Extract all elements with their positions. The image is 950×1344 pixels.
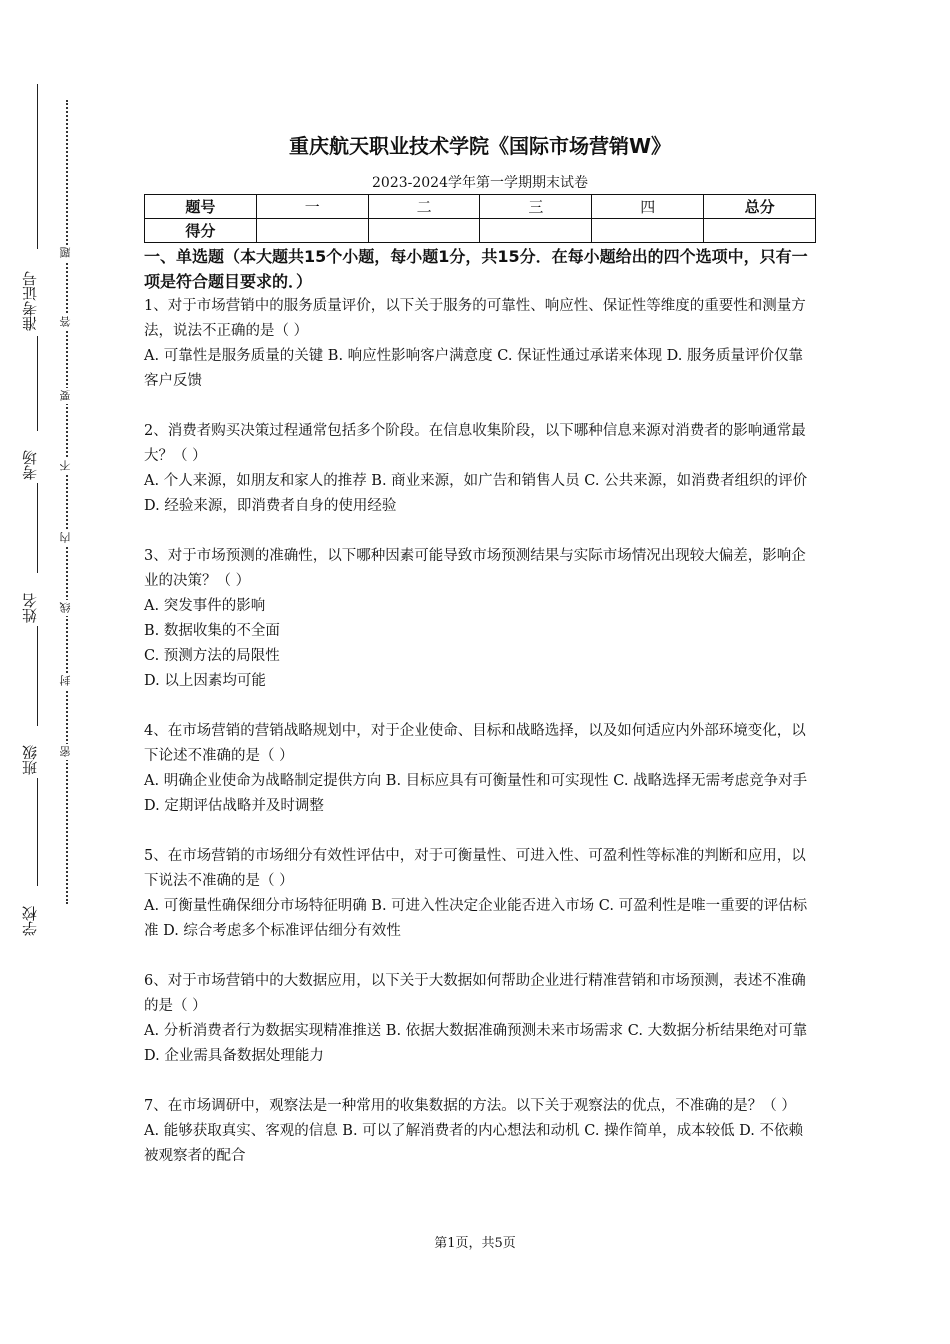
seal-char: 密 bbox=[58, 744, 76, 760]
score-header-cell: 一 bbox=[256, 195, 368, 219]
seal-char: 题 bbox=[58, 245, 76, 261]
question-options: A. 能够获取真实、客观的信息 B. 可以了解消费者的内心想法和动机 C. 操作简单，成本较低 D. 不依赖被观察者的配合 bbox=[144, 1123, 804, 1164]
question-stem: 2、消费者购买决策过程通常包括多个阶段。在信息收集阶段，以下哪种信息来源对消费者的影响通常最大？（ ） bbox=[144, 423, 806, 464]
seal-char: 答 bbox=[58, 314, 76, 330]
class-label: 班级 bbox=[21, 745, 39, 775]
binding-margin bbox=[14, 0, 54, 1344]
margin-line bbox=[37, 626, 38, 726]
question-item bbox=[144, 1094, 816, 1169]
question-item bbox=[144, 844, 816, 944]
question-stem: 5、在市场营销的市场细分有效性评估中，对于可衡量性、可进入性、可盈利性等标准的判断和应用，以下说法不准确的是（ ） bbox=[144, 848, 806, 889]
seal-char: 封 bbox=[58, 673, 76, 689]
margin-line bbox=[37, 483, 38, 573]
question-item bbox=[144, 719, 816, 819]
score-table-score-row bbox=[145, 219, 816, 243]
school-label: 学校 bbox=[21, 906, 39, 936]
question-option: D. 以上因素均可能 bbox=[144, 673, 266, 689]
seal-char: 不 bbox=[58, 458, 76, 474]
question-options: A. 可衡量性确保细分市场特征明确 B. 可进入性决定企业能否进入市场 C. 可盈利性是唯一重要的评估标准 D. 综合考虑多个标准评估细分有效性 bbox=[144, 898, 808, 939]
section-heading: 一、单选题（本大题共15个小题，每小题1分，共15分．在每小题给出的四个选项中，只有一项是符合题目要求的．） bbox=[144, 247, 808, 291]
score-row-label: 得分 bbox=[145, 219, 257, 243]
question-stem: 4、在市场营销的营销战略规划中，对于企业使命、目标和战略选择，以及如何适应内外部环境变化，以下论述不准确的是（ ） bbox=[144, 723, 806, 764]
question-item bbox=[144, 969, 816, 1069]
question-stem: 7、在市场调研中，观察法是一种常用的收集数据的方法。以下关于观察法的优点，不准确的是？（ ） bbox=[144, 1098, 796, 1114]
seal-dotted-line bbox=[66, 100, 68, 904]
question-option: B. 数据收集的不全面 bbox=[144, 623, 280, 639]
exam-room-label: 考场 bbox=[21, 450, 39, 480]
question-options: A. 个人来源，如朋友和家人的推荐 B. 商业来源，如广告和销售人员 C. 公共来源，如消费者组织的评价 D. 经验来源，即消费者自身的使用经验 bbox=[144, 473, 808, 514]
seal-char: 要 bbox=[58, 388, 76, 404]
score-table bbox=[144, 194, 816, 243]
name-label: 姓名 bbox=[21, 593, 39, 623]
seal-char: 内 bbox=[58, 530, 76, 546]
question-stem: 3、对于市场预测的准确性，以下哪种因素可能导致市场预测结果与实际市场情况出现较大偏差，影响企业的决策？（ ） bbox=[144, 548, 806, 589]
question-list bbox=[144, 294, 816, 1194]
question-stem: 1、对于市场营销中的服务质量评价，以下关于服务的可靠性、响应性、保证性等维度的重要性和测量方法，说法不正确的是（ ） bbox=[144, 298, 806, 339]
question-stem: 6、对于市场营销中的大数据应用，以下关于大数据如何帮助企业进行精准营销和市场预测，表述不准确的是（ ） bbox=[144, 973, 806, 1014]
question-option: C. 预测方法的局限性 bbox=[144, 648, 280, 664]
score-cell bbox=[704, 219, 816, 243]
seal-char: 线 bbox=[58, 600, 76, 616]
admission-number-label: 准考证号 bbox=[21, 271, 39, 331]
score-cell bbox=[368, 219, 480, 243]
question-option: A. 突发事件的影响 bbox=[144, 598, 266, 614]
question-item bbox=[144, 294, 816, 394]
score-header-cell: 二 bbox=[368, 195, 480, 219]
question-item bbox=[144, 419, 816, 519]
score-header-cell: 四 bbox=[592, 195, 704, 219]
margin-line bbox=[37, 336, 38, 431]
score-cell bbox=[592, 219, 704, 243]
score-header-cell: 总分 bbox=[704, 195, 816, 219]
question-options: A. 可靠性是服务质量的关键 B. 响应性影响客户满意度 C. 保证性通过承诺来体现 D. 服务质量评价仅靠客户反馈 bbox=[144, 348, 804, 389]
score-table-header-row bbox=[145, 195, 816, 219]
score-header-cell: 题号 bbox=[145, 195, 257, 219]
margin-line bbox=[37, 778, 38, 886]
question-options: A. 分析消费者行为数据实现精准推送 B. 依据大数据准确预测未来市场需求 C. 大数据分析结果绝对可靠 D. 企业需具备数据处理能力 bbox=[144, 1023, 808, 1064]
margin-line bbox=[37, 84, 38, 249]
exam-title: 重庆航天职业技术学院《国际市场营销W》 bbox=[288, 134, 672, 158]
exam-subtitle: 2023-2024学年第一学期期末试卷 bbox=[372, 175, 588, 191]
score-cell bbox=[480, 219, 592, 243]
question-item bbox=[144, 544, 816, 694]
score-cell bbox=[256, 219, 368, 243]
page-footer: 第1页，共5页 bbox=[434, 1236, 516, 1251]
question-options: A. 明确企业使命为战略制定提供方向 B. 目标应具有可衡量性和可实现性 C. 战略选择无需考虑竞争对手 D. 定期评估战略并及时调整 bbox=[144, 773, 808, 814]
score-header-cell: 三 bbox=[480, 195, 592, 219]
